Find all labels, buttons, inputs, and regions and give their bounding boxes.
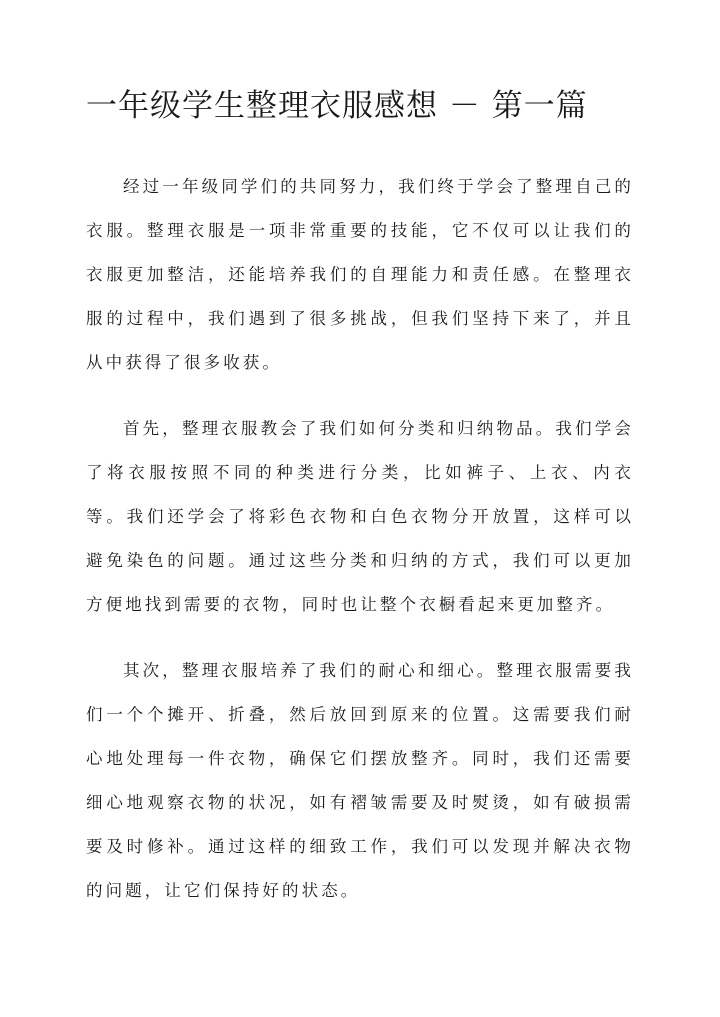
paragraph-intro: 经过一年级同学们的共同努力，我们终于学会了整理自己的衣服。整理衣服是一项非常重要的技能，它不仅可以让我们的衣服更加整洁，还能培养我们的自理能力和责任感。在整理衣服的过程中，我们遇到了很多挑战，但我们坚持下来了，并且从中获得了很多收获。 xyxy=(86,177,634,372)
paragraph-second: 其次，整理衣服培养了我们的耐心和细心。整理衣服需要我们一个个摊开、折叠，然后放回到原来的位置。这需要我们耐心地处理每一件衣物，确保它们摆放整齐。同时，我们还需要细心地观察衣物的状况，如有褶皱需要及时熨烫，如有破损需要及时修补。通过这样的细致工作，我们可以发现并解决衣物的问题，让它们保持好的状态。 xyxy=(86,661,634,900)
document-body xyxy=(86,165,634,913)
paragraph-first: 首先，整理衣服教会了我们如何分类和归纳物品。我们学会了将衣服按照不同的种类进行分类，比如裤子、上衣、内衣等。我们还学会了将彩色衣物和白色衣物分开放置，这样可以避免染色的问题。通过这些分类和归纳的方式，我们可以更加方便地找到需要的衣物，同时也让整个衣橱看起来更加整齐。 xyxy=(86,419,634,614)
document-title: 一年级学生整理衣服感想 － 第一篇 xyxy=(86,88,588,124)
